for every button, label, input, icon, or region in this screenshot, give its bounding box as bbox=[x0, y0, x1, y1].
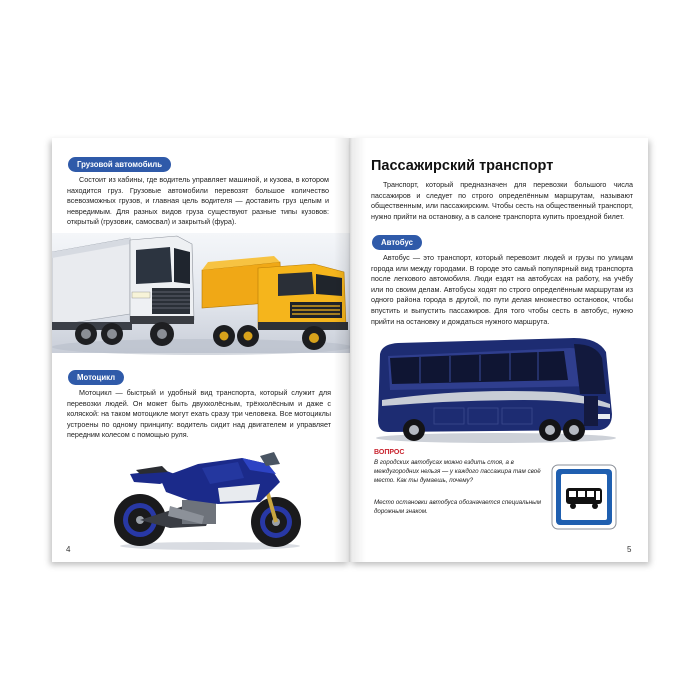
right-page bbox=[350, 138, 648, 562]
bus-stop-sign-icon bbox=[551, 464, 617, 530]
question-label: ВОПРОС bbox=[374, 449, 405, 456]
bus-text: Автобус — это транспорт, который перевозит людей и грузы по улицам города или между городами. В городе это самый популярный вид транспорта после легкового автомобиля. Люди ездят на автобусах на работу, на учёбу или по своим делам. Автобусы ходят по строго определённым маршрутам из одного района города в другой, по пути делая множество остановок, чтобы впустить и выпустить пассажиров. Для того чтобы сесть в автобус, нужно прийти на остановку и дождаться нужного маршрута. bbox=[371, 253, 633, 326]
truck-text: Состоит из кабины, где водитель управляет машиной, и кузова, в котором находится груз. Грузовые автомобили перевозят большое количество всевозможных грузов, и главная цель водителя — доставить груз целым и невредимым. Для разных видов груза существуют разные типы кузовов: открытый (грузовик, самосвал) и закрытый (фура). bbox=[67, 175, 329, 227]
book-spread bbox=[52, 138, 648, 562]
question-text: В городских автобусах можно ездить стоя, а в междугородних нельзя — у каждого пассажира там своё место. Как ты думаешь, почему? bbox=[374, 459, 541, 484]
motorcycle-image bbox=[110, 444, 310, 552]
sign-caption: Место остановки автобуса обозначается специальным дорожным знаком. bbox=[374, 499, 541, 515]
right-page-number: 5 bbox=[627, 545, 632, 554]
moto-heading: Мотоцикл bbox=[68, 370, 124, 385]
truck-heading: Грузовой автомобиль bbox=[68, 157, 171, 172]
bus-heading: Автобус bbox=[372, 235, 422, 250]
left-page bbox=[52, 138, 350, 562]
trucks-image bbox=[52, 230, 350, 360]
page-title: Пассажирский транспорт bbox=[371, 158, 554, 174]
left-page-number: 4 bbox=[66, 545, 71, 554]
intro-text: Транспорт, который предназначен для перевозки большого числа пассажиров и следует по строго определённым маршрутам, называют общественным, или пассажирским. Чтобы сесть на общественный транспорт, нужно прийти на остановку, а в салоне транспорта купить проездной билет. bbox=[371, 180, 633, 221]
moto-text: Мотоцикл — быстрый и удобный вид транспорта, который служит для перевозки людей. Он может быть двухколёсным, трёхколёсным и даже с коляской: на таком мотоцикле могут ехать сразу три человека. Все мотоциклы устроены по одному принципу: водитель сидит над двигателем и управляет передним колесом с помощью руля. bbox=[67, 388, 331, 440]
bus-image bbox=[374, 334, 618, 446]
